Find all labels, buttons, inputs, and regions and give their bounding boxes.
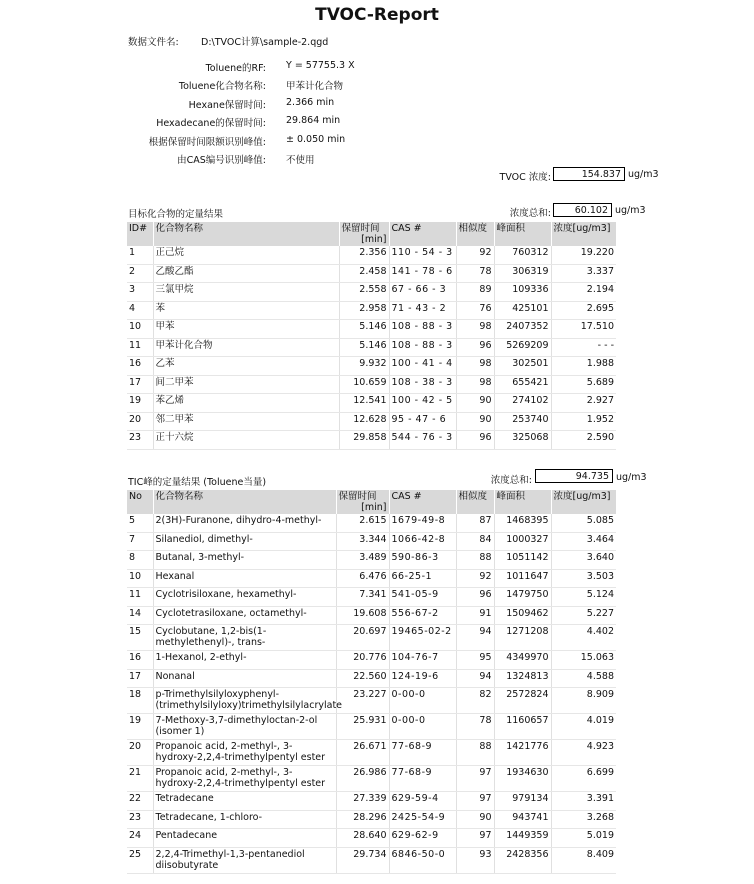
cas-number: 6846-50-0	[389, 847, 456, 873]
peak-area: 2428356	[494, 847, 551, 873]
retention-time: 5.146	[339, 338, 389, 357]
table-row	[127, 412, 616, 431]
table-row	[127, 847, 616, 873]
col-header-rt-line2: [min]	[361, 234, 387, 245]
cas-number: 77-68-9	[389, 740, 456, 766]
row-id: 3	[127, 283, 153, 302]
compound-name: Propanoic acid, 2-methyl-, 3-hydroxy-2,2,4-trimethylpentyl ester	[153, 740, 336, 766]
section1-title: 目标化合物的定量结果	[128, 209, 224, 220]
param-value: 2.366 min	[286, 97, 335, 108]
concentration: 8.409	[551, 847, 616, 873]
cas-number: 541-05-9	[389, 588, 456, 607]
concentration: - - -	[551, 338, 616, 357]
similarity: 97	[456, 792, 494, 811]
row-id: 10	[127, 569, 153, 588]
similarity: 88	[456, 740, 494, 766]
table-row	[127, 669, 616, 688]
col-header-name: 化合物名称	[153, 490, 336, 514]
col-header-id: ID#	[127, 222, 153, 246]
concentration: 2.927	[551, 394, 616, 413]
retention-time: 19.608	[336, 606, 389, 625]
concentration: 5.085	[551, 514, 616, 532]
peak-area: 2407352	[494, 320, 551, 339]
col-header-area: 峰面积	[494, 490, 551, 514]
col-header-conc: 浓度[ug/m3]	[551, 490, 616, 514]
col-header-id: No	[127, 490, 153, 514]
similarity: 92	[456, 569, 494, 588]
similarity: 84	[456, 532, 494, 551]
concentration: 4.402	[551, 625, 616, 651]
retention-time: 5.146	[339, 320, 389, 339]
table-row	[127, 588, 616, 607]
retention-time: 2.558	[339, 283, 389, 302]
peak-area: 1934630	[494, 766, 551, 792]
peak-area: 1051142	[494, 551, 551, 570]
col-header-cas: CAS #	[389, 222, 456, 246]
concentration: 2.590	[551, 431, 616, 450]
retention-time: 12.628	[339, 412, 389, 431]
cas-number: 544 - 76 - 3	[389, 431, 456, 450]
table-row	[127, 375, 616, 394]
cas-number: 108 - 38 - 3	[389, 375, 456, 394]
compound-name: 1-Hexanol, 2-ethyl-	[153, 651, 336, 670]
cas-number: 100 - 41 - 4	[389, 357, 456, 376]
compound-name: 7-Methoxy-3,7-dimethyloctan-2-ol (isomer 1)	[153, 714, 336, 740]
retention-time: 29.734	[336, 847, 389, 873]
compound-name: Butanal, 3-methyl-	[153, 551, 336, 570]
similarity: 95	[456, 651, 494, 670]
file-label: 数据文件名:	[128, 37, 179, 48]
row-id: 17	[127, 669, 153, 688]
target-compounds-table	[127, 222, 616, 450]
retention-time: 7.341	[336, 588, 389, 607]
section2-sum-value-box: 94.735	[535, 469, 613, 483]
row-id: 16	[127, 357, 153, 376]
col-header-rt	[336, 490, 389, 514]
peak-area: 1324813	[494, 669, 551, 688]
cas-number: 77-68-9	[389, 766, 456, 792]
table-row	[127, 514, 616, 532]
compound-name: Tetradecane	[153, 792, 336, 811]
peak-area: 1421776	[494, 740, 551, 766]
cas-number: 0-00-0	[389, 688, 456, 714]
cas-number: 590-86-3	[389, 551, 456, 570]
retention-time: 2.958	[339, 301, 389, 320]
param-value: Y = 57755.3 X	[286, 60, 355, 71]
col-header-area: 峰面积	[494, 222, 551, 246]
param-value: 不使用	[286, 155, 315, 166]
col-header-conc: 浓度[ug/m3]	[551, 222, 616, 246]
section1-sum-value-box: 60.102	[553, 203, 612, 217]
similarity: 78	[456, 714, 494, 740]
compound-name: 间二甲苯	[153, 375, 339, 394]
table-row	[127, 792, 616, 811]
report-title: TVOC-Report	[315, 5, 439, 25]
concentration: 4.923	[551, 740, 616, 766]
table-row	[127, 246, 616, 264]
table-row	[127, 431, 616, 450]
retention-time: 28.296	[336, 810, 389, 829]
similarity: 90	[456, 810, 494, 829]
table-row	[127, 338, 616, 357]
table-row	[127, 394, 616, 413]
cas-number: 0-00-0	[389, 714, 456, 740]
row-id: 18	[127, 688, 153, 714]
tvoc-unit: ug/m3	[628, 169, 659, 180]
peak-area: 1449359	[494, 829, 551, 848]
table-row	[127, 532, 616, 551]
param-label: Toluene的RF:	[205, 63, 266, 74]
file-value: D:\TVOC计算\sample-2.qgd	[201, 37, 329, 48]
retention-time: 28.640	[336, 829, 389, 848]
section2-sum-label: 浓度总和:	[490, 475, 532, 486]
retention-time: 10.659	[339, 375, 389, 394]
section2-title: TIC峰的定量结果 (Toluene当量)	[128, 477, 267, 488]
col-header-rt-line1: 保留时间	[341, 223, 380, 234]
peak-area: 274102	[494, 394, 551, 413]
compound-name: 甲苯计化合物	[153, 338, 339, 357]
row-id: 23	[127, 810, 153, 829]
concentration: 3.464	[551, 532, 616, 551]
similarity: 87	[456, 514, 494, 532]
cas-number: 67 - 66 - 3	[389, 283, 456, 302]
cas-number: 95 - 47 - 6	[389, 412, 456, 431]
compound-name: Propanoic acid, 2-methyl-, 3-hydroxy-2,2,4-trimethylpentyl ester	[153, 766, 336, 792]
col-header-rt-line1: 保留时间	[338, 491, 377, 502]
concentration: 3.640	[551, 551, 616, 570]
peak-area: 325068	[494, 431, 551, 450]
col-header-cas: CAS #	[389, 490, 456, 514]
table-row	[127, 606, 616, 625]
row-id: 5	[127, 514, 153, 532]
peak-area: 2572824	[494, 688, 551, 714]
peak-area: 4349970	[494, 651, 551, 670]
tvoc-label: TVOC 浓度:	[499, 172, 551, 183]
concentration: 6.699	[551, 766, 616, 792]
section1-sum-unit: ug/m3	[615, 205, 646, 216]
param-value: 甲苯计化合物	[286, 81, 344, 92]
concentration: 3.503	[551, 569, 616, 588]
compound-name: 正十六烷	[153, 431, 339, 450]
similarity: 76	[456, 301, 494, 320]
row-id: 1	[127, 246, 153, 264]
row-id: 21	[127, 766, 153, 792]
row-id: 19	[127, 714, 153, 740]
section1-sum-label: 浓度总和:	[509, 208, 551, 219]
concentration: 5.124	[551, 588, 616, 607]
similarity: 98	[456, 320, 494, 339]
table-row	[127, 766, 616, 792]
peak-area: 1000327	[494, 532, 551, 551]
retention-time: 2.356	[339, 246, 389, 264]
peak-area: 1479750	[494, 588, 551, 607]
peak-area: 979134	[494, 792, 551, 811]
tvoc-value-box: 154.837	[553, 167, 625, 181]
similarity: 92	[456, 246, 494, 264]
similarity: 91	[456, 606, 494, 625]
similarity: 94	[456, 625, 494, 651]
param-label: Hexadecane的保留时间:	[156, 118, 266, 129]
table-row	[127, 301, 616, 320]
col-header-similarity: 相似度	[456, 222, 494, 246]
row-id: 15	[127, 625, 153, 651]
concentration: 2.695	[551, 301, 616, 320]
peak-area: 760312	[494, 246, 551, 264]
cas-number: 104-76-7	[389, 651, 456, 670]
similarity: 90	[456, 394, 494, 413]
compound-name: 苯乙烯	[153, 394, 339, 413]
retention-time: 12.541	[339, 394, 389, 413]
peak-area: 109336	[494, 283, 551, 302]
compound-name: Cyclotetrasiloxane, octamethyl-	[153, 606, 336, 625]
table-row	[127, 740, 616, 766]
compound-name: Tetradecane, 1-chloro-	[153, 810, 336, 829]
table-header-row	[127, 222, 616, 246]
compound-name: Hexanal	[153, 569, 336, 588]
table-row	[127, 264, 616, 283]
compound-name: 邻二甲苯	[153, 412, 339, 431]
col-header-rt	[339, 222, 389, 246]
cas-number: 19465-02-2	[389, 625, 456, 651]
row-id: 7	[127, 532, 153, 551]
concentration: 5.019	[551, 829, 616, 848]
row-id: 16	[127, 651, 153, 670]
concentration: 8.909	[551, 688, 616, 714]
table-header-row	[127, 490, 616, 514]
similarity: 98	[456, 357, 494, 376]
concentration: 17.510	[551, 320, 616, 339]
row-id: 25	[127, 847, 153, 873]
similarity: 96	[456, 338, 494, 357]
retention-time: 6.476	[336, 569, 389, 588]
retention-time: 29.858	[339, 431, 389, 450]
peak-area: 1011647	[494, 569, 551, 588]
table-row	[127, 357, 616, 376]
peak-area: 1160657	[494, 714, 551, 740]
row-id: 20	[127, 740, 153, 766]
cas-number: 110 - 54 - 3	[389, 246, 456, 264]
col-header-rt-line2: [min]	[361, 502, 387, 513]
retention-time: 22.560	[336, 669, 389, 688]
cas-number: 1679-49-8	[389, 514, 456, 532]
table-row	[127, 651, 616, 670]
concentration: 4.588	[551, 669, 616, 688]
retention-time: 2.615	[336, 514, 389, 532]
retention-time: 3.344	[336, 532, 389, 551]
retention-time: 20.776	[336, 651, 389, 670]
row-id: 24	[127, 829, 153, 848]
peak-area: 5269209	[494, 338, 551, 357]
table-row	[127, 688, 616, 714]
param-label: Toluene化合物名称:	[178, 81, 266, 92]
similarity: 78	[456, 264, 494, 283]
table-row	[127, 714, 616, 740]
col-header-name: 化合物名称	[153, 222, 339, 246]
table-row	[127, 829, 616, 848]
retention-time: 27.339	[336, 792, 389, 811]
cas-number: 556-67-2	[389, 606, 456, 625]
param-label: Hexane保留时间:	[188, 100, 266, 111]
similarity: 90	[456, 412, 494, 431]
row-id: 8	[127, 551, 153, 570]
row-id: 4	[127, 301, 153, 320]
param-value: 29.864 min	[286, 115, 341, 126]
peak-area: 943741	[494, 810, 551, 829]
concentration: 2.194	[551, 283, 616, 302]
compound-name: 乙酸乙酯	[153, 264, 339, 283]
concentration: 3.337	[551, 264, 616, 283]
row-id: 11	[127, 588, 153, 607]
concentration: 5.227	[551, 606, 616, 625]
similarity: 98	[456, 375, 494, 394]
compound-name: 甲苯	[153, 320, 339, 339]
peak-area: 1509462	[494, 606, 551, 625]
row-id: 23	[127, 431, 153, 450]
cas-number: 108 - 88 - 3	[389, 338, 456, 357]
compound-name: Cyclobutane, 1,2-bis(1-methylethenyl)-, trans-	[153, 625, 336, 651]
compound-name: 乙苯	[153, 357, 339, 376]
similarity: 97	[456, 766, 494, 792]
table-row	[127, 625, 616, 651]
table-row	[127, 551, 616, 570]
cas-number: 141 - 78 - 6	[389, 264, 456, 283]
retention-time: 3.489	[336, 551, 389, 570]
retention-time: 23.227	[336, 688, 389, 714]
cas-number: 629-62-9	[389, 829, 456, 848]
compound-name: 正己烷	[153, 246, 339, 264]
retention-time: 2.458	[339, 264, 389, 283]
cas-number: 629-59-4	[389, 792, 456, 811]
concentration: 1.952	[551, 412, 616, 431]
concentration: 3.391	[551, 792, 616, 811]
concentration: 5.689	[551, 375, 616, 394]
row-id: 2	[127, 264, 153, 283]
param-label: 由CAS编号识别峰值:	[177, 155, 266, 166]
tic-peaks-table	[127, 490, 616, 874]
peak-area: 306319	[494, 264, 551, 283]
retention-time: 9.932	[339, 357, 389, 376]
similarity: 93	[456, 847, 494, 873]
table-row	[127, 320, 616, 339]
peak-area: 1271208	[494, 625, 551, 651]
cas-number: 71 - 43 - 2	[389, 301, 456, 320]
compound-name: Pentadecane	[153, 829, 336, 848]
col-header-similarity: 相似度	[456, 490, 494, 514]
similarity: 88	[456, 551, 494, 570]
similarity: 97	[456, 829, 494, 848]
table-row	[127, 810, 616, 829]
section2-sum-unit: ug/m3	[616, 472, 647, 483]
compound-name: 2,2,4-Trimethyl-1,3-pentanediol diisobutyrate	[153, 847, 336, 873]
compound-name: 2(3H)-Furanone, dihydro-4-methyl-	[153, 514, 336, 532]
compound-name: 三氯甲烷	[153, 283, 339, 302]
row-id: 14	[127, 606, 153, 625]
concentration: 4.019	[551, 714, 616, 740]
peak-area: 1468395	[494, 514, 551, 532]
row-id: 22	[127, 792, 153, 811]
compound-name: Cyclotrisiloxane, hexamethyl-	[153, 588, 336, 607]
retention-time: 26.671	[336, 740, 389, 766]
compound-name: Nonanal	[153, 669, 336, 688]
cas-number: 1066-42-8	[389, 532, 456, 551]
param-value: ± 0.050 min	[286, 134, 346, 145]
retention-time: 26.986	[336, 766, 389, 792]
retention-time: 25.931	[336, 714, 389, 740]
table-row	[127, 283, 616, 302]
concentration: 3.268	[551, 810, 616, 829]
row-id: 20	[127, 412, 153, 431]
table-row	[127, 569, 616, 588]
peak-area: 302501	[494, 357, 551, 376]
compound-name: 苯	[153, 301, 339, 320]
cas-number: 108 - 88 - 3	[389, 320, 456, 339]
peak-area: 425101	[494, 301, 551, 320]
row-id: 17	[127, 375, 153, 394]
similarity: 82	[456, 688, 494, 714]
param-label: 根据保留时间限额识别峰值:	[148, 137, 266, 148]
row-id: 19	[127, 394, 153, 413]
cas-number: 100 - 42 - 5	[389, 394, 456, 413]
compound-name: Silanediol, dimethyl-	[153, 532, 336, 551]
row-id: 10	[127, 320, 153, 339]
cas-number: 2425-54-9	[389, 810, 456, 829]
retention-time: 20.697	[336, 625, 389, 651]
compound-name: p-Trimethylsilyloxyphenyl-(trimethylsilyloxy)trimethylsilylacrylate	[153, 688, 336, 714]
similarity: 89	[456, 283, 494, 302]
peak-area: 655421	[494, 375, 551, 394]
cas-number: 66-25-1	[389, 569, 456, 588]
similarity: 96	[456, 588, 494, 607]
concentration: 1.988	[551, 357, 616, 376]
row-id: 11	[127, 338, 153, 357]
peak-area: 253740	[494, 412, 551, 431]
cas-number: 124-19-6	[389, 669, 456, 688]
similarity: 96	[456, 431, 494, 450]
concentration: 19.220	[551, 246, 616, 264]
similarity: 94	[456, 669, 494, 688]
concentration: 15.063	[551, 651, 616, 670]
